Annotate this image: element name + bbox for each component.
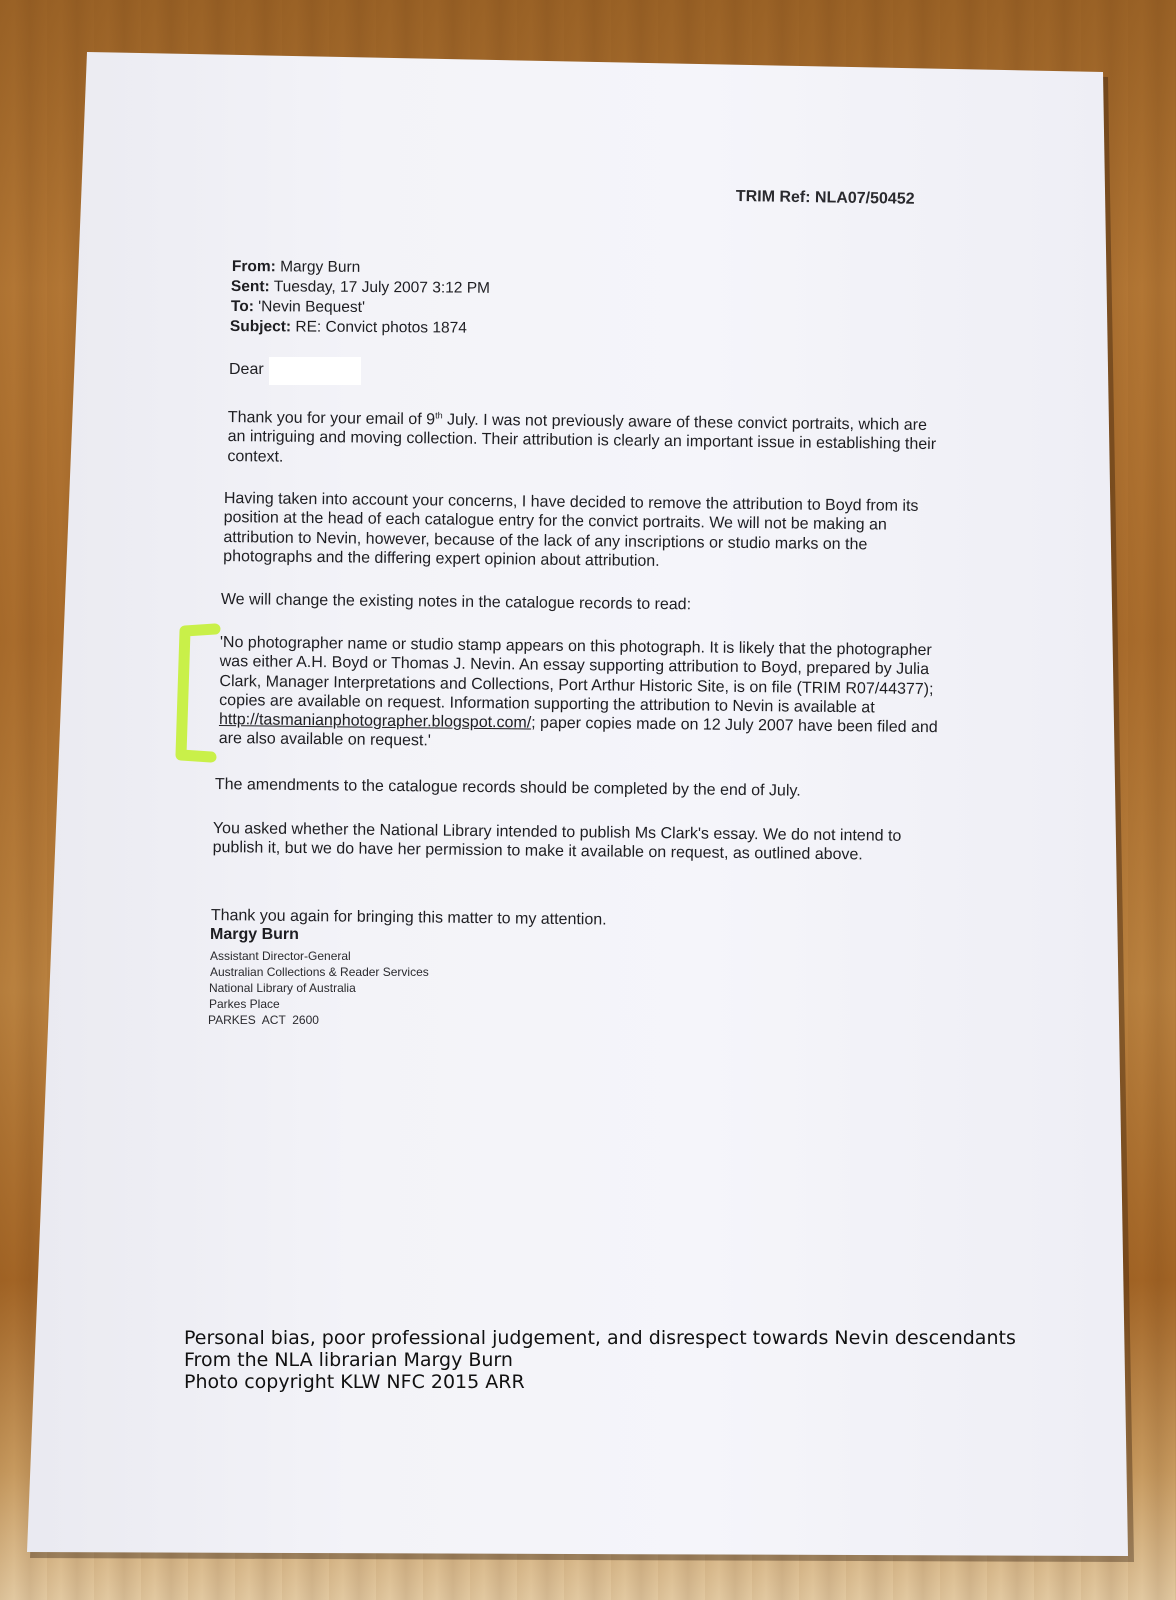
highlighter-bracket [171, 623, 221, 763]
to-value: 'Nevin Bequest' [258, 298, 365, 316]
paragraph-1 [227, 404, 938, 474]
paragraph-3: We will change the existing notes in the catalogue records to read: [220, 590, 692, 614]
caption-line: From the NLA librarian Margy Burn [184, 1349, 513, 1371]
salutation: Dear [229, 361, 264, 378]
from-line [232, 258, 360, 277]
signature-line: National Library of Australia [209, 981, 356, 995]
paragraph-1-text-a: Thank you for your email of 9 [227, 408, 436, 429]
blog-link[interactable]: http://tasmanianphotographer.blogspot.com/ [218, 711, 532, 732]
paragraph-2: Having taken into account your concerns, I have decided to remove the attribution to Boyd from its position at the head of each catalogue entry for the convict portraits. We will not be making an attribution to Nevin, however, because of the lack of any inscriptions or studio marks on the photographs and the differing expert opinion about attribution. [223, 489, 919, 570]
subject-value: RE: Convict photos 1874 [295, 318, 467, 337]
signature-line: PARKES ACT 2600 [208, 1013, 319, 1027]
caption-line: Photo copyright KLW NFC 2015 ARR [184, 1371, 525, 1393]
signature-line: Australian Collections & Reader Services [210, 965, 429, 979]
paragraph-5: The amendments to the catalogue records should be completed by the end of July. [214, 775, 801, 800]
trim-reference: TRIM Ref: NLA07/50452 [735, 188, 915, 208]
signature-line: Parkes Place [209, 997, 280, 1011]
to-line [231, 298, 365, 317]
paragraph-7: Thank you again for bringing this matter to my attention. [210, 906, 607, 929]
photo-caption [184, 1327, 1016, 1393]
subject-label: Subject: [229, 318, 292, 336]
sent-line [231, 278, 490, 298]
paragraph-1-sup: th [435, 410, 443, 421]
from-value: Margy Burn [280, 258, 361, 276]
paragraph-4-quote [219, 633, 942, 757]
sent-label: Sent: [230, 278, 270, 296]
paragraph-6: You asked whether the National Library intended to publish Ms Clark's essay. We do not intend to publish it, but we do have her permission to make it available on request, as outlined above. [212, 819, 902, 864]
from-label: From: [231, 258, 276, 276]
paragraph-1-text-b: July. I was not previously aware of these convict portraits, which are an intriguing and moving collection. Their attribution is clearly an important issue in establishing their context. [227, 411, 937, 466]
signature-line: Assistant Director-General [210, 949, 351, 963]
redaction-box [269, 357, 361, 385]
subject-line [230, 318, 467, 338]
to-label: To: [230, 298, 254, 316]
signature-name: Margy Burn [210, 926, 299, 943]
caption-line: Personal bias, poor professional judgement, and disrespect towards Nevin descendants [184, 1327, 1016, 1349]
quote-text-a: 'No photographer name or studio stamp appears on this photograph. It is likely that the photographer was either A.H. Boyd or Thomas J. Nevin. An essay supporting attribution to Boyd, prepared by Julia Clark, Manager Interpretations and Collections, Port Arthur Historic Site, is on file (TRIM R07/44377); copies are available on request. Information supporting the attribution to Nevin is available at [219, 633, 934, 717]
quote-text-b: ; paper copies made on 12 July 2007 have been filed and are also available on request.' [218, 714, 938, 750]
sent-value: Tuesday, 17 July 2007 3:12 PM [273, 278, 491, 297]
